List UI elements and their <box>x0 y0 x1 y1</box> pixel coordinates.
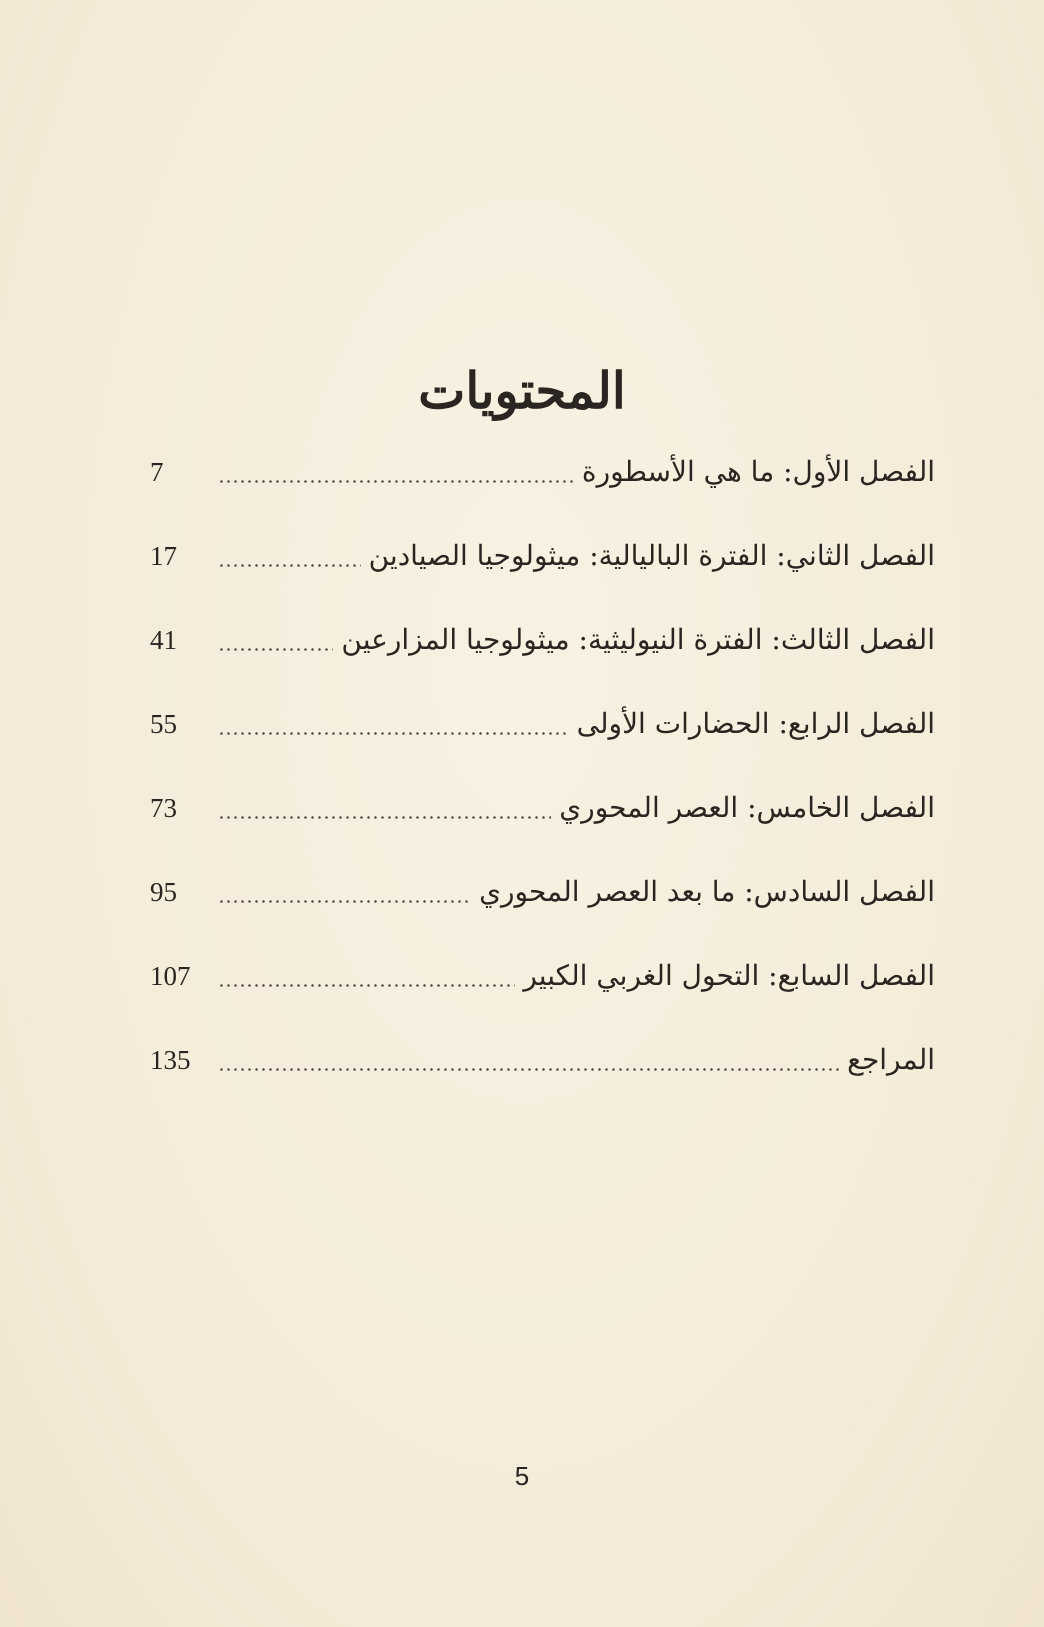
dot-leader <box>218 452 574 492</box>
dot-leader <box>218 536 361 576</box>
toc-page-number: 95 <box>150 877 177 907</box>
dot-leader <box>218 956 515 996</box>
toc-entry-title: الفصل الثاني: الفترة الباليالية: ميثولوجيا الصيادين <box>368 539 935 572</box>
toc-page-number: 41 <box>150 625 177 655</box>
toc-page-number: 55 <box>150 709 177 739</box>
toc-entry-title: الفصل السابع: التحول الغربي الكبير <box>523 959 935 992</box>
toc-entry-8[interactable] <box>150 1040 935 1124</box>
toc-entry-7[interactable] <box>150 956 935 1040</box>
toc-page-number: 135 <box>150 1045 191 1075</box>
toc-page-number: 73 <box>150 793 177 823</box>
toc-entry-title: المراجع <box>847 1043 935 1076</box>
dot-leader <box>218 620 333 660</box>
toc-entry-title: الفصل الثالث: الفترة النيوليثية: ميثولوجيا المزارعين <box>341 623 935 656</box>
toc-entry-title: الفصل الرابع: الحضارات الأولى <box>576 707 935 740</box>
toc-entry-title: الفصل الأول: ما هي الأسطورة <box>581 455 935 488</box>
dot-leader <box>218 872 471 912</box>
toc-page-number: 17 <box>150 541 177 571</box>
toc-entry-4[interactable] <box>150 704 935 788</box>
toc-page-number: 7 <box>150 457 164 487</box>
page-number: 5 <box>514 1461 530 1491</box>
toc-entry-title: الفصل السادس: ما بعد العصر المحوري <box>479 875 935 908</box>
toc-entry-1[interactable] <box>150 452 935 536</box>
page-title: المحتويات <box>418 360 626 420</box>
toc-entry-3[interactable] <box>150 620 935 704</box>
toc-entry-5[interactable] <box>150 788 935 872</box>
toc-entry-title: الفصل الخامس: العصر المحوري <box>559 791 935 824</box>
dot-leader <box>218 788 551 828</box>
table-of-contents <box>150 452 935 1124</box>
dot-leader <box>218 704 569 744</box>
dot-leader <box>218 1040 839 1080</box>
toc-page-number: 107 <box>150 961 191 991</box>
toc-entry-6[interactable] <box>150 872 935 956</box>
toc-entry-2[interactable] <box>150 536 935 620</box>
